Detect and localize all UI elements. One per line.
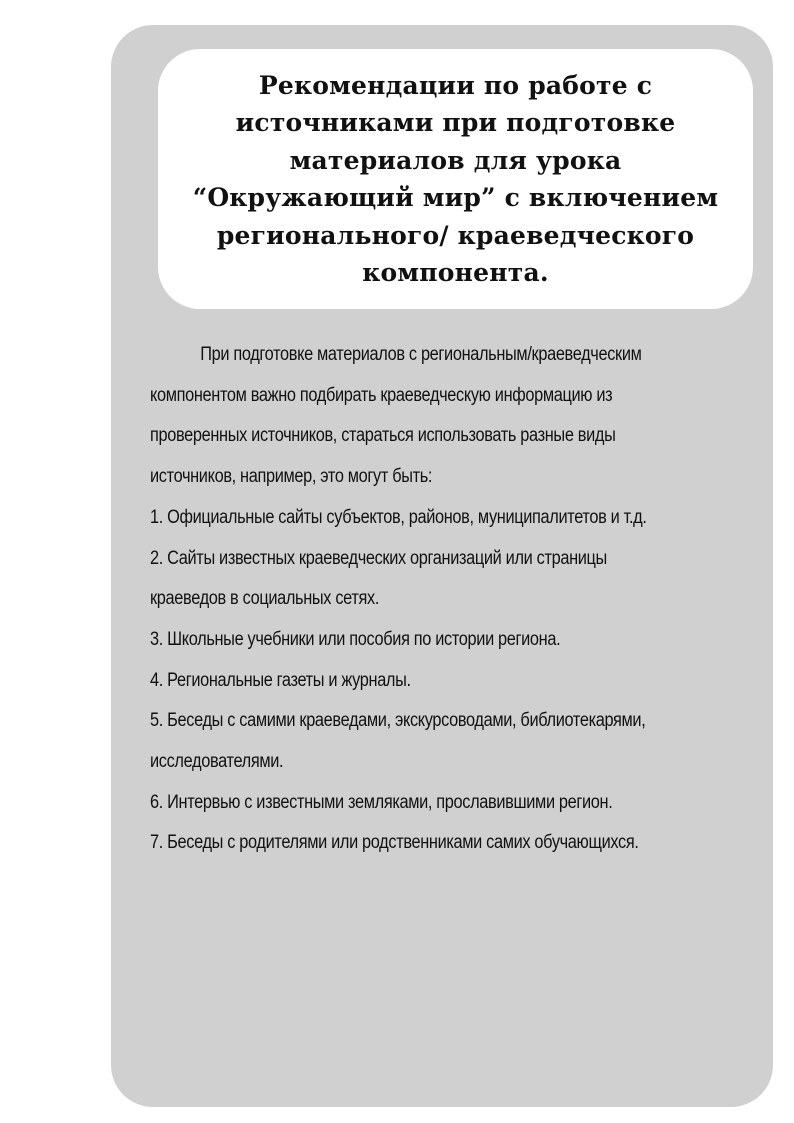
list-item: 4. Региональные газеты и журналы. xyxy=(150,669,411,691)
list-item: 1. Официальные сайты субъектов, районов, муниципалитетов и т.д. xyxy=(150,506,647,528)
intro-line: компонентом важно подбирать краеведческую информацию из xyxy=(150,384,613,406)
list-item: 2. Сайты известных краеведческих организаций или страницы xyxy=(150,547,607,569)
list-item: исследователями. xyxy=(150,751,284,773)
title-line: “Окружающий мир” с включением xyxy=(192,183,719,212)
list-item: краеведов в социальных сетях. xyxy=(150,588,380,610)
body-text xyxy=(150,335,766,864)
intro-line: При подготовке материалов с региональным/краеведческим xyxy=(200,344,642,365)
title-line: материалов для урока xyxy=(289,145,622,175)
list-item: 7. Беседы с родителями или родственниками самих обучающихся. xyxy=(150,832,639,854)
title-box xyxy=(158,49,753,309)
intro-line: проверенных источников, стараться использовать разные виды xyxy=(150,425,616,447)
intro-line: источников, например, это могут быть: xyxy=(150,466,433,488)
list-item: 6. Интервью с известными земляками, прославившими регион. xyxy=(150,791,613,813)
document-title xyxy=(176,67,736,292)
title-line: Рекомендации по работе с xyxy=(258,70,653,100)
title-line: источниками при подготовке xyxy=(235,108,676,137)
title-line: компонента. xyxy=(362,258,549,287)
title-line: регионального/ краеведческого xyxy=(216,220,695,250)
content-panel xyxy=(111,25,773,1107)
list-item: 3. Школьные учебники или пособия по истории региона. xyxy=(150,628,561,650)
list-item: 5. Беседы с самими краеведами, экскурсоводами, библиотекарями, xyxy=(150,710,646,732)
